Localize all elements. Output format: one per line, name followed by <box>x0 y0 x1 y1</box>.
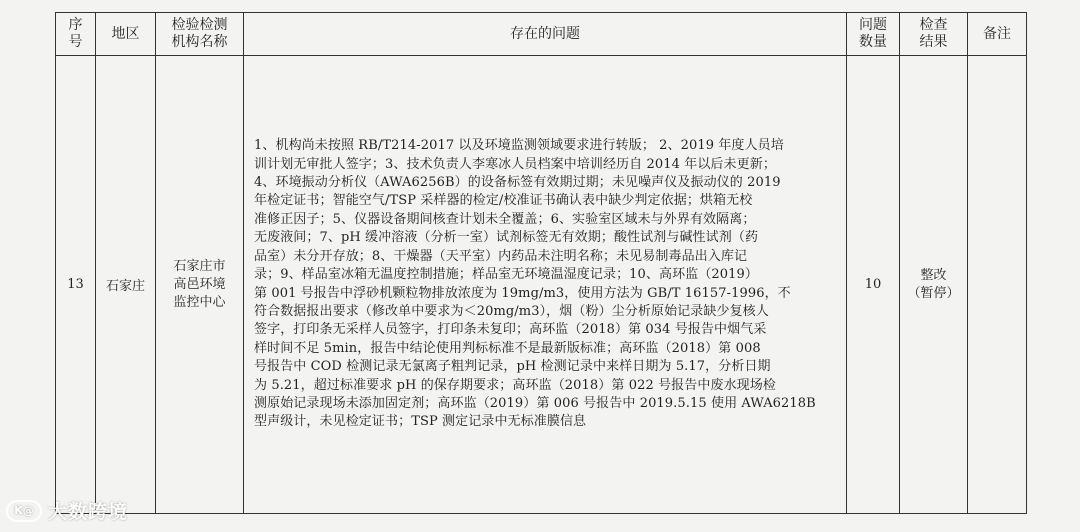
problem-line: 录；9、样品室冰箱无温度控制措施；样品室无环境温湿度记录；10、高环监（2019） <box>254 267 758 283</box>
problem-line: 准修正因子；5、仪器设备期间核查计划未全覆盖；6、实验室区域未与外界有效隔离； <box>254 211 756 227</box>
problem-line: 无废液间；7、pH 缓冲溶液（分析一室）试剂标签无有效期；酸性试剂与碱性试剂（药 <box>254 230 759 246</box>
cell-org: 石家庄市 高邑环境 监控中心 <box>156 56 244 514</box>
cell-problems <box>244 56 847 514</box>
problem-line: 4、环境振动分析仪（AWA6256B）的设备标签有效期过期；未见噪声仪及振动仪的 2019 <box>254 175 781 191</box>
problem-line: 号报告中 COD 检测记录无氯离子粗判记录，pH 检测记录中来样日期为 5.17，分析日期 <box>254 359 771 375</box>
header-row <box>56 13 1027 56</box>
header-problems: 存在的问题 <box>244 13 847 56</box>
problem-line: 年检定证书；智能空气/TSP 采样器的检定/校准证书确认表中缺少判定依据；烘箱无校 <box>254 193 753 209</box>
cell-remarks <box>968 56 1027 514</box>
watermark-text: 大数跨境 <box>48 501 129 523</box>
watermark-logo-icon: K@ <box>6 500 42 522</box>
problem-line: 型声级计，未见检定证书；TSP 测定记录中无标准膜信息 <box>254 414 587 430</box>
header-result: 检查 结果 <box>900 13 968 56</box>
header-org: 检验检测 机构名称 <box>156 13 244 56</box>
header-region: 地区 <box>96 13 156 56</box>
table-row <box>56 56 1027 514</box>
problem-line: 1、机构尚未按照 RB/T214-2017 以及环境监测领域要求进行转版； 2、2019 年度人员培 <box>254 138 784 154</box>
problem-line: 为 5.21，超过标准要求 pH 的保存期要求；高环监（2018）第 022 号报告中废水现场检 <box>254 377 776 393</box>
problem-line: 符合数据报出要求（修改单中要求为＜20mg/m3），烟（粉）尘分析原始记录缺少复核人 <box>254 303 769 319</box>
problem-line: 品室）未分开存放；8、干燥器（天平室）内药品未注明名称；未见易制毒品出入库记 <box>254 248 748 264</box>
cell-result: 整改 （暂停） <box>900 56 968 514</box>
header-index: 序 号 <box>56 13 96 56</box>
problem-line: 签字，打印条无采样人员签字，打印条未复印；高环监（2018）第 034 号报告中烟气采 <box>254 322 767 338</box>
problem-line: 训计划无审批人签字；3、技术负责人李寒冰人员档案中培训经历自 2014 年以后未更新； <box>254 156 776 172</box>
problem-line: 第 001 号报告中浮砂机颗粒物排放浓度为 19mg/m3，使用方法为 GB/T 16157-1996，不 <box>254 285 791 301</box>
problem-text <box>254 137 836 432</box>
problem-line: 测原始记录现场未添加固定剂；高环监（2019）第 006 号报告中 2019.5.15 使用 AWA6218B <box>254 395 816 411</box>
cell-region: 石家庄 <box>96 56 156 514</box>
header-remarks: 备注 <box>968 13 1027 56</box>
header-count: 问题 数量 <box>847 13 900 56</box>
cell-index: 13 <box>56 56 96 514</box>
watermark <box>6 497 128 524</box>
problem-line: 样时间不足 5min，报告中结论使用判标标准不是最新版标准；高环监（2018）第 008 <box>254 340 761 356</box>
inspection-table <box>55 12 1027 514</box>
cell-count: 10 <box>847 56 900 514</box>
